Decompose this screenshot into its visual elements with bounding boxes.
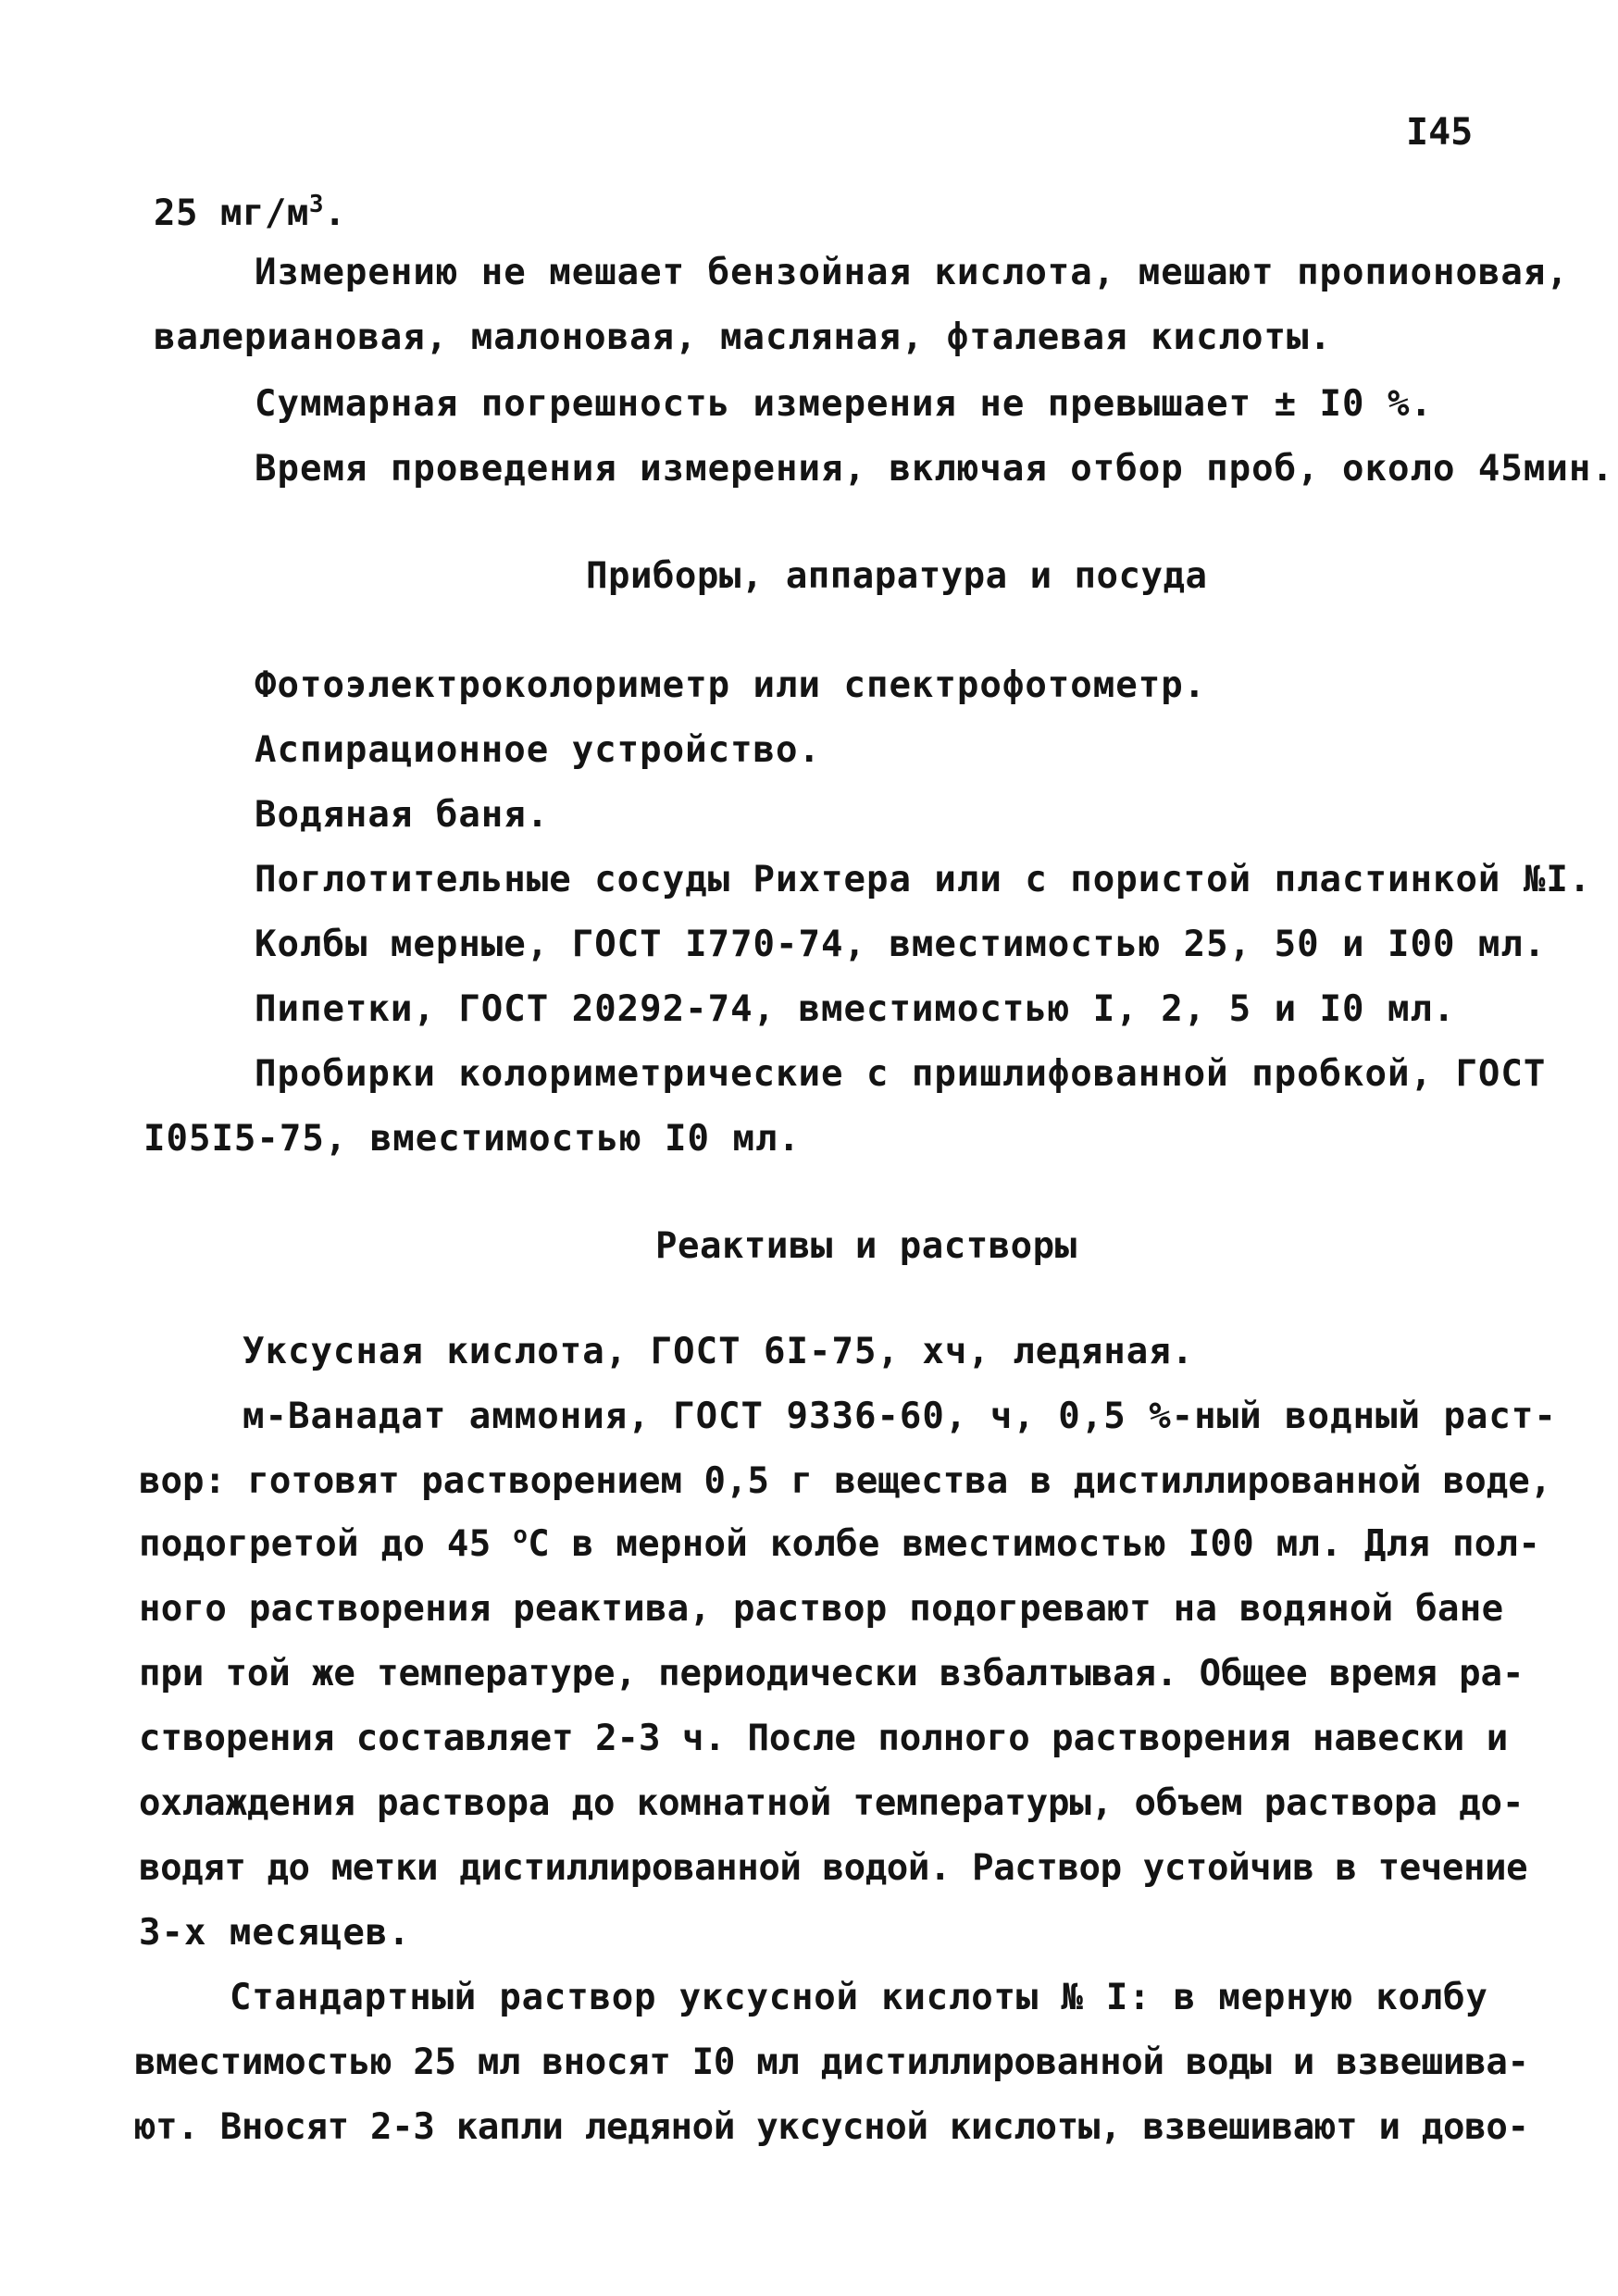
text-line: м-Ванадат аммония, ГОСТ 9336-60, ч, 0,5 %-ный водный раст- <box>243 1396 1557 1437</box>
text-fragment: С в мерной колбе вместимостью I00 мл. Для пол- <box>528 1523 1541 1565</box>
text-line: створения составляет 2-3 ч. После полного растворения навески и <box>139 1718 1509 1759</box>
text-line: Уксусная кислота, ГОСТ 6I-75, хч, ледяная. <box>243 1331 1195 1372</box>
text-fragment: 25 мг/м <box>154 192 309 234</box>
text-line: охлаждения раствора до комнатной температуры, объем раствора до- <box>139 1782 1525 1824</box>
text-line: вместимостью 25 мл вносят I0 мл дистиллированной воды и взвешива- <box>134 2042 1529 2083</box>
text-line: Суммарная погрешность измерения не превышает ± I0 %. <box>255 383 1433 425</box>
text-line <box>139 1521 1540 1568</box>
text-line: 3-х месяцев. <box>139 1912 411 1954</box>
superscript: 3 <box>308 191 325 218</box>
text-line: ного растворения реактива, раствор подогревают на водяной бане <box>139 1588 1504 1630</box>
text-fragment: подогретой до 45 <box>139 1523 514 1565</box>
text-fragment: . <box>324 192 347 234</box>
text-line: Стандартный раствор уксусной кислоты № I: в мерную колбу <box>230 1977 1488 2018</box>
page-number: I45 <box>1406 111 1474 154</box>
text-line: Измерению не мешает бензойная кислота, мешают пропионовая, <box>255 252 1569 293</box>
text-line: Пипетки, ГОСТ 20292-74, вместимостью I, 2, 5 и I0 мл. <box>255 988 1456 1030</box>
text-line: Время проведения измерения, включая отбор проб, около 45мин. <box>255 448 1614 490</box>
text-line: водят до метки дистиллированной водой. Раствор устойчив в течение <box>139 1847 1528 1889</box>
text-line: Аспирационное устройство. <box>255 729 821 771</box>
text-line: Фотоэлектроколориметр или спектрофотометр. <box>255 664 1207 706</box>
text-line: при той же температуре, периодически взбалтывая. Общее время ра- <box>139 1653 1525 1694</box>
text-line: валериановая, малоновая, масляная, фталевая кислоты. <box>154 316 1332 358</box>
text-line: Пробирки колориметрические с пришлифованной пробкой, ГОСТ <box>255 1053 1547 1095</box>
text-line: Водяная баня. <box>255 794 550 836</box>
text-line: вор: готовят растворением 0,5 г вещества в дистиллированной воде, <box>139 1460 1552 1502</box>
text-line: Колбы мерные, ГОСТ I770-74, вместимостью 25, 50 и I00 мл. <box>255 924 1547 965</box>
section-heading: Приборы, аппаратура и посуда <box>586 555 1208 597</box>
text-line <box>154 191 346 237</box>
text-line: I05I5-75, вместимостью I0 мл. <box>143 1118 801 1160</box>
superscript: о <box>513 1521 529 1549</box>
text-line: Поглотительные сосуды Рихтера или с пористой пластинкой №I. <box>255 859 1592 900</box>
section-heading: Реактивы и растворы <box>655 1225 1077 1267</box>
text-line: ют. Вносят 2-3 капли ледяной уксусной кислоты, взвешивают и дово- <box>134 2106 1529 2148</box>
